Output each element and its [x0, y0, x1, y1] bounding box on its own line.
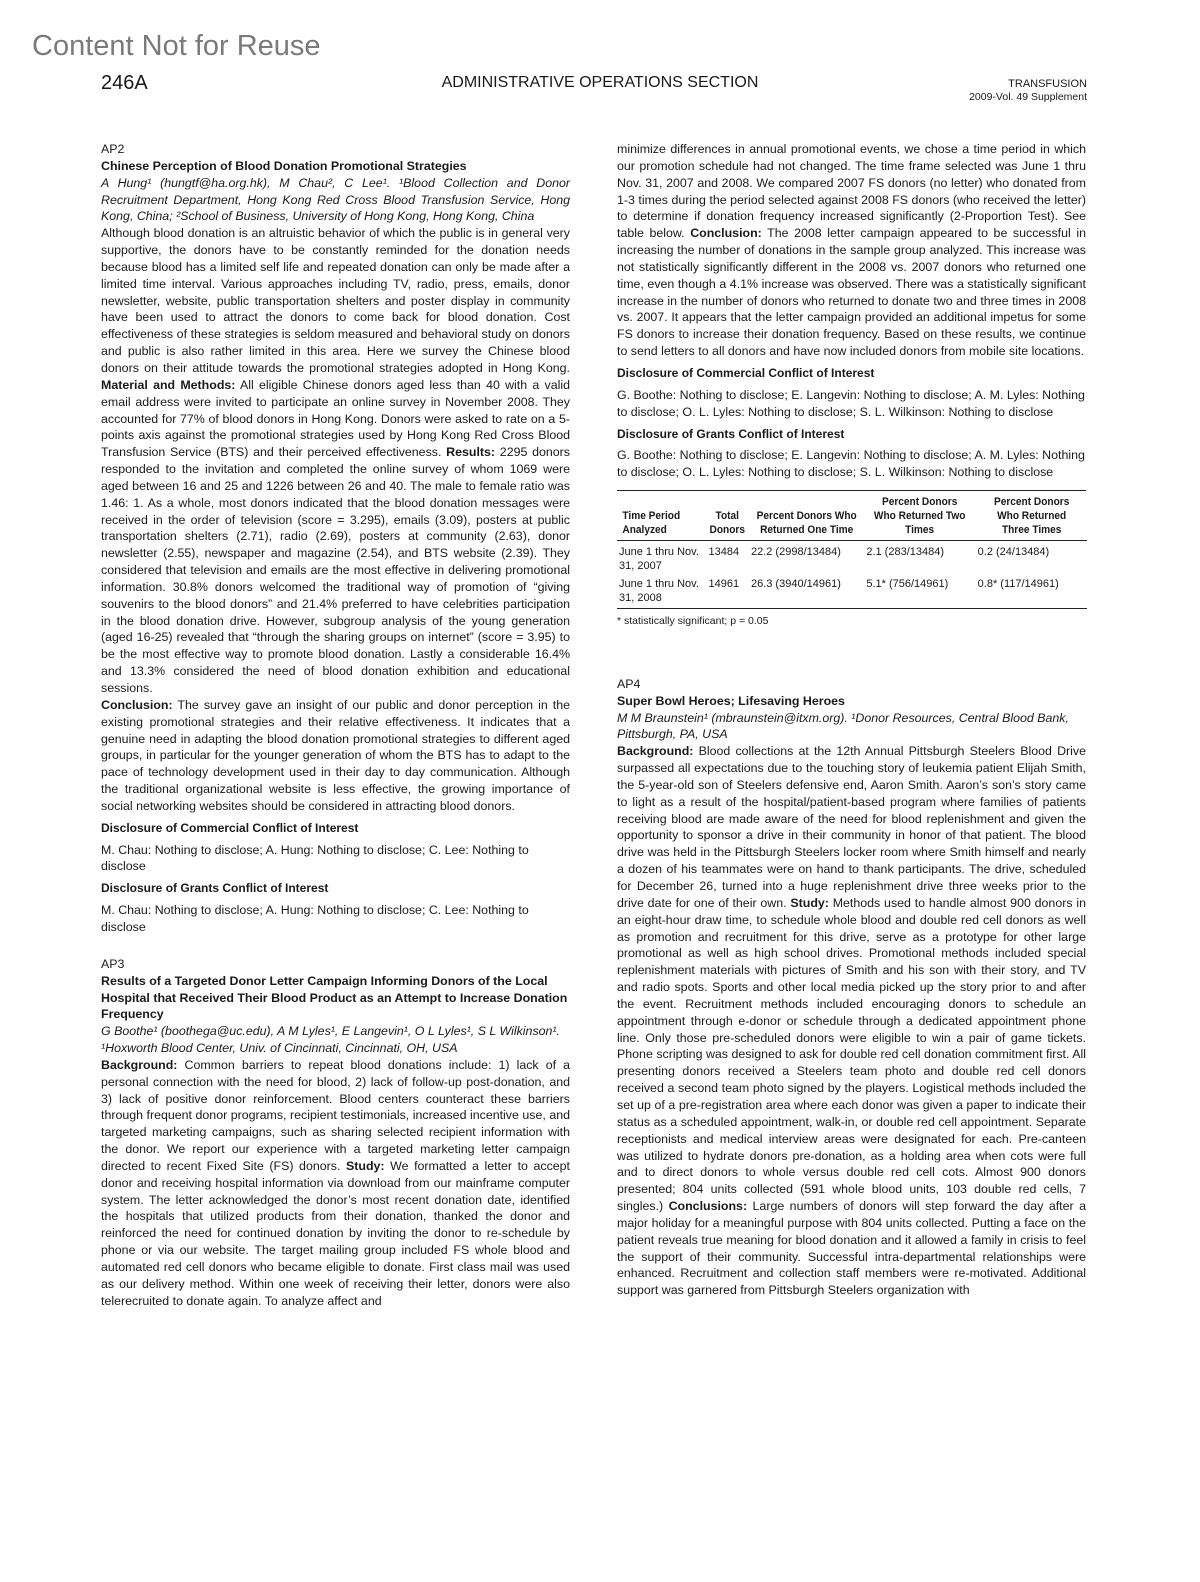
- disclosure-text: G. Boothe: Nothing to disclose; E. Langevin: Nothing to disclose; A. M. Lyles: Nothing to disclose; O. L. Lyles: Nothing to disclose; S. L. Wilkinson: Nothing to disclose: [617, 387, 1085, 419]
- body-text: 2295 donors responded to the invitation and completed the online survey of whom 1069 were aged between 16 and 25 and 1226 between 26 and 40. The male to female ratio was 1.46: 1. As a whole, most donors indicated that the blood donation messages were received in the order of television (score = 3.295), emails (3.09), posters at public transportation shelters (2.71), radio (2.69), posters at community (2.63), donor newsletter (2.55), newspaper and magazine (2.54), and BTS website (2.39). They considered that television and emails are the most effective in delivering promotional information. 30.8% donors welcomed the traditional way of promotion of “giving souvenirs to the blood donors” and 21.4% preferred to have celebrities participation in the blood donation drive. However, subgroup analysis of the young generation (aged 16-25) revealed that “through the sharing groups on internet” (score = 3.95) to be the most effective way to promote blood donation. Lastly a considerable 16.4% and 13.3% considered the need of blood donation exhibition and educational sessions.: [101, 445, 570, 695]
- right-column: [617, 141, 1086, 1299]
- section-label: Study:: [345, 1158, 385, 1173]
- table-header-cell: Total Donors: [710, 510, 746, 537]
- body-text: Blood collections at the 12th Annual Pittsburgh Steelers Blood Drive surpassed all expectations due to the touching story of leukemia patient Elijah Smith, the 5-year-old son of Steelers defensive end, Aaron Smith. Aaron’s son’s story came to light as a result of the hospital/patient-based program where families of patients receiving blood are made aware of the need for blood replenishment and given the opportunity to sponsor a drive in their community in honor of that patient. The blood drive was held in the Pittsburgh Steelers locker room where Smith himself and nearly a dozen of his teammates were on hand to thank participants. The drive, scheduled for December 26, turned into a huge replenishment drive three weeks prior to the drive date for one of their own.: [617, 744, 1086, 910]
- watermark: Content Not for Reuse: [32, 30, 321, 62]
- table-cell: 2.1 (283/13484): [866, 546, 944, 559]
- body-text: Common barriers to repeat blood donations include: 1) lack of a personal connection with the need for blood, 2) lack of follow-up post-donation, and 3) lack of positive donor reinforcement. Blood centers counteract these barriers through frequent donor programs, recipient testimonials, increased incentive use, and targeted marketing campaigns, such as sharing selected recipient information with the donor. We report our experience with a targeted marketing letter campaign directed to recent Fixed Site (FS) donors.: [101, 1057, 570, 1173]
- page-number: 246A: [101, 72, 148, 94]
- abstract-body: [101, 225, 570, 815]
- results-table-wrapper: [617, 490, 1086, 630]
- abstract-id: AP3: [101, 956, 125, 971]
- body-text: The survey gave an insight of our public and donor perception in the existing promotional strategies and their relative effectiveness. It indicates that a genuine need in adapting the blood donation promotional strategies to different aged groups, in particular for the younger generation of whom the BTS has to adapt to the pace of technology development used in their day to day communication. Although the traditional organizational website is less effective, the growing importance of social networking websites should be considered in attracting blood donors.: [101, 697, 570, 813]
- table-cell: 14961: [708, 578, 740, 591]
- abstract-body: [617, 141, 1086, 360]
- section-title: ADMINISTRATIVE OPERATIONS SECTION: [441, 74, 759, 91]
- left-column: [101, 141, 570, 1310]
- abstract-title: Super Bowl Heroes; Lifesaving Heroes: [617, 693, 845, 708]
- abstract-authors: A Hung¹ (hungtf@ha.org.hk), M Chau², C Lee¹. ¹Blood Collection and Donor Recruitment Department, Hong Kong Red Cross Blood Transfusion Service, Hong Kong, China; ²School of Business, University of Hong Kong, Hong Kong, China: [101, 175, 570, 224]
- table-header-row: [617, 491, 1087, 541]
- table-header-cell: Percent Donors Who Returned Two Times: [874, 496, 966, 537]
- abstract-authors: G Boothe¹ (boothega@uc.edu), A M Lyles¹, E Langevin¹, O L Lyles¹, S L Wilkinson¹. ¹Hoxworth Blood Center, Univ. of Cincinnati, Cincinnati, OH, USA: [101, 1024, 560, 1056]
- body-text: Although blood donation is an altruistic behavior of which the public is in general very supportive, the donors have to be constantly reminded for the donation needs because blood has a limited self life and repeated donation can only be made after a limited time interval. Various approaches including TV, radio, press, emails, donor newsletter, website, public transportation shelters and poster display in community have been used to attract the donors to come back for blood donation. Cost effectiveness of these strategies is seldom measured and behavioral study on donors and public is also rather limited in this area. Here we survey the Chinese blood donors on their attitude towards the promotional strategies adopted in Hong Kong.: [101, 226, 570, 375]
- results-table: [617, 491, 1087, 609]
- disclosure-text: G. Boothe: Nothing to disclose; E. Langevin: Nothing to disclose; A. M. Lyles: Nothing to disclose; O. L. Lyles: Nothing to disclose; S. L. Wilkinson: Nothing to disclose: [617, 448, 1085, 480]
- disclosure-text: M. Chau: Nothing to disclose; A. Hung: Nothing to disclose; C. Lee: Nothing to disclose: [101, 903, 529, 934]
- table-row: [617, 541, 1087, 574]
- journal-volume: 2009-Vol. 49 Supplement: [969, 91, 1087, 103]
- table-header-cell: Percent Donors Who Returned One Time: [756, 510, 857, 537]
- disclosure-heading: Disclosure of Commercial Conflict of Interest: [101, 820, 359, 835]
- disclosure-heading: Disclosure of Grants Conflict of Interest: [101, 881, 329, 896]
- table-cell: June 1 thru Nov. 31, 2008: [619, 578, 699, 605]
- table-footnote: * statistically significant; p = 0.05: [617, 615, 769, 628]
- body-text: All eligible Chinese donors aged less than 40 with a valid email address were invited to participate an online survey in November 2008. They accounted for 77% of blood donors in Hong Kong. Donors were asked to rate on a 5-points axis against the promotional strategies used by Hong Kong Red Cross Blood Transfusion Service (BTS) and their perceived effectiveness.: [101, 377, 570, 460]
- abstract-id: AP4: [617, 676, 641, 691]
- abstract-body: [101, 1057, 570, 1310]
- body-text: Methods used to handle almost 900 donors in an eight-hour draw time, to schedule whole blood and double red cell donors as well as promotion and recruitment for this drive, serve as a prototype for other large promotional as well as high school drives. Promotional methods included special replenishment materials with pictures of Smith and his son with their story, and TV and radio spots. Sports and other local media picked up the story prior to and after the event. Recruitment methods included encouraging donors to schedule an appointment through e-donor or schedule through a dedicated appointment phone line. Only those pre-scheduled donors were eligible to win a pair of game tickets. Phone scripting was designed to ask for double red cell donation commitment first. All presenting donors received a Steelers team photo and double red cell donors received a second team photo signed by the players. Logistical methods included the set up of a pre-registration area where each donor was given a paper to indicate their status as a scheduled appointment, walk-in, or double red cell appointment. Separate receptionists and medical interview areas were designated for each. Pre-canteen was utilized to hydrate donors pre-donation, as a holding area when cots were full and to direct donors to whole versus double red cell cots. Almost 900 donors presented; 804 units collected (591 whole blood units, 103 double red cells, 7 singles.): [617, 895, 1086, 1214]
- table-row: [617, 573, 1087, 609]
- section-label: Background:: [617, 744, 694, 759]
- disclosure-heading: Disclosure of Grants Conflict of Interest: [617, 426, 845, 441]
- table-header-cell: Percent Donors Who Returned Three Times: [993, 496, 1070, 537]
- abstract-id: AP2: [101, 142, 125, 156]
- table-cell: 22.2 (2998/13484): [750, 546, 841, 559]
- disclosure-text: M. Chau: Nothing to disclose; A. Hung: Nothing to disclose; C. Lee: Nothing to disclose: [101, 842, 529, 874]
- abstract-authors: M M Braunstein¹ (mbraunstein@itxm.org). ¹Donor Resources, Central Blood Bank, Pittsburgh, PA, USA: [617, 710, 1069, 742]
- journal-info: [969, 78, 1087, 104]
- table-cell: 0.8* (117/14961): [977, 578, 1059, 591]
- table-cell: June 1 thru Nov. 31, 2007: [619, 546, 699, 573]
- section-label: Results:: [446, 445, 496, 460]
- section-label: Background:: [101, 1057, 178, 1072]
- abstract-title: Chinese Perception of Blood Donation Promotional Strategies: [101, 158, 467, 173]
- disclosure-heading: Disclosure of Commercial Conflict of Interest: [617, 365, 875, 380]
- journal-name: TRANSFUSION: [1008, 78, 1087, 90]
- abstract-title: Results of a Targeted Donor Letter Campaign Informing Donors of the Local Hospital that Received Their Blood Product as an Attempt to Increase Donation Frequency: [101, 973, 568, 1022]
- section-label: Conclusions:: [668, 1199, 748, 1214]
- table-cell: 13484: [708, 546, 740, 559]
- table-header-cell: Time Period Analyzed: [622, 510, 681, 537]
- body-text: minimize differences in annual promotional events, we chose a time period in which our promotion schedule had not changed. The time frame selected was June 1 thru Nov. 31, 2007 and 2008. We compared 2007 FS donors (no letter) who donated from 1-3 times during the period selected against 2008 FS donors (who received the letter) to determine if donation frequency increased significantly (2-Proportion Test). See table below.: [617, 142, 1086, 241]
- table-cell: 26.3 (3940/14961): [750, 578, 841, 591]
- body-text: We formatted a letter to accept donor and receiving hospital information via download from our mainframe computer system. The letter acknowledged the donor’s most recent donation date, identified the hospitals that utilized products from their donation, thanked the donor and reinforced the need for continued donation by inviting the donor to re-schedule by phone or via our website. The target mailing group included FS whole blood and automated red cell donors who became eligible to donate. First class mail was used as our delivery method. Within one week of receiving their letter, donors were also telerecruited to donate again. To analyze affect and: [101, 1158, 570, 1308]
- section-label: Conclusion:: [101, 697, 173, 712]
- abstract-body: [617, 743, 1086, 1299]
- table-cell: 5.1* (756/14961): [866, 578, 949, 591]
- body-text: The 2008 letter campaign appeared to be successful in increasing the number of donations in the sample group analyzed. This increase was not statistically significantly different in the 2008 vs. 2007 donors who returned one time, even though a 4.1% increase was observed. There was a statistically significant increase in the number of donors who returned to donate two and three times in 2008 vs. 2007. It appears that the letter campaign provided an additional impetus for some FS donors to increase their donation frequency. Based on these results, we continue to send letters to all donors and have now included donors from mobile site locations.: [617, 226, 1086, 359]
- body-text: Large numbers of donors will step forward the day after a major holiday for a meaningful purpose with 804 units collected. Putting a face on the patient reveals true meaning for blood donation and it allowed a family in crisis to feel the support of their community. Successful intra-departmental relationships were enhanced. Recruitment and collection staff members were re-motivated. Additional support was garnered from Pittsburgh Steelers organization with: [617, 1199, 1086, 1298]
- section-label: Study:: [790, 895, 829, 910]
- table-cell: 0.2 (24/13484): [977, 546, 1050, 559]
- section-label: Material and Methods:: [101, 377, 236, 392]
- section-label: Conclusion:: [690, 226, 762, 241]
